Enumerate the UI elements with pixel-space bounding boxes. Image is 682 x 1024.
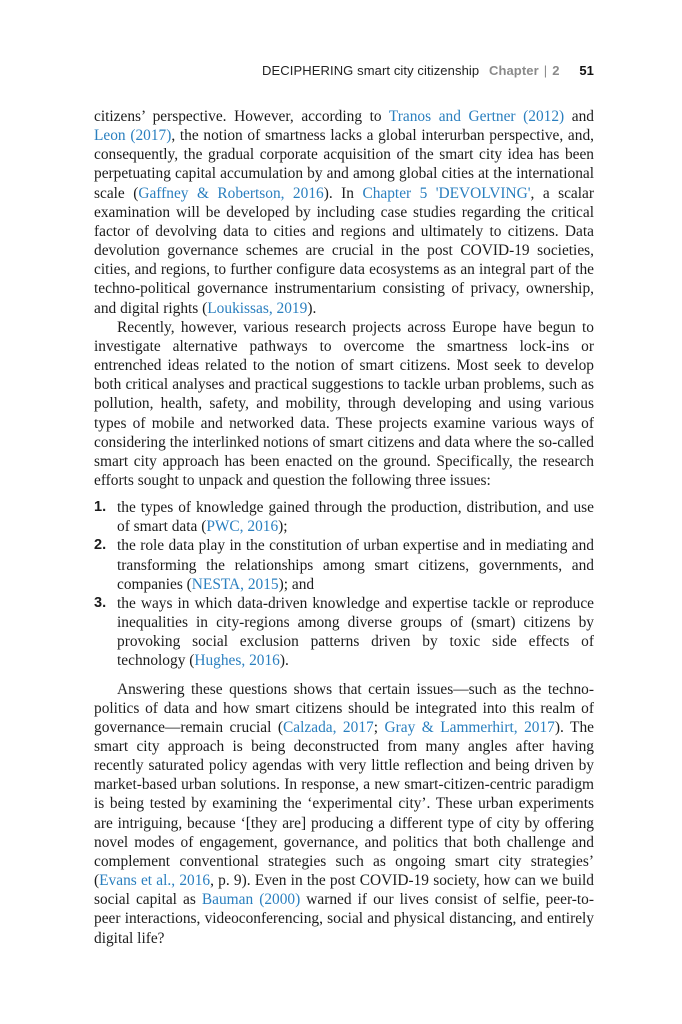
running-header	[262, 63, 594, 78]
list-item-text: the role data play in the constitution of urban expertise and in mediating and transforming the relationships among smart citizens, governments, and companies (	[117, 537, 594, 593]
running-header-title: DECIPHERING smart city citizenship	[262, 63, 480, 78]
paragraph-text: , the notion of smartness lacks a global interurban perspective, and, consequently, the gradual corporate acquisition of the smart city idea has been perpetuating capital accumulation by and among global cities at the international scale (	[94, 127, 594, 202]
paragraph-text: ;	[373, 718, 385, 736]
paragraph-text: and	[564, 108, 594, 125]
list-item-tail: ); and	[278, 575, 315, 593]
paragraph-text: Answering these questions shows that certain issues—such as the techno-politics of data and how smart citizens should be integrated into this realm of governance—remain crucial (	[94, 680, 594, 736]
list-item-tail: ).	[279, 652, 289, 670]
paragraph-text: , p. 9). Even in the post COVID-19 society, how can we build social capital as	[94, 872, 594, 909]
paragraph-text: citizens’ perspective. However, according to	[94, 108, 389, 125]
citation-link-nesta[interactable]: NESTA, 2015	[191, 575, 279, 593]
paragraph-3	[94, 680, 594, 948]
paragraph-text: warned if our lives consist of selfie, peer-to-peer interactions, videoconferencing, social and physical distancing, and entirely digital life?	[94, 891, 595, 947]
citation-link-pwc[interactable]: PWC, 2016	[206, 518, 279, 536]
chapter-number: 2	[552, 63, 560, 78]
list-item-number: 3.	[94, 594, 107, 611]
list-item-number: 2.	[94, 537, 107, 554]
citation-link-hughes[interactable]: Hughes, 2016	[194, 652, 280, 670]
list-item	[94, 536, 594, 593]
citation-link-loukissas[interactable]: Loukissas, 2019	[207, 299, 308, 317]
body-text	[94, 107, 594, 948]
chapter-label: Chapter	[488, 63, 539, 78]
paragraph-text: ). In	[323, 184, 363, 202]
page-number: 51	[579, 63, 594, 78]
numbered-list	[94, 498, 594, 670]
citation-link-gray-lammerhirt[interactable]: Gray & Lammerhirt, 2017	[384, 718, 555, 736]
citation-link-leon[interactable]: Leon (2017)	[94, 127, 172, 145]
paragraph-2: Recently, however, various research projects across Europe have begun to investigate alternative pathways to overcome the smartness lock-ins or entrenched ideas related to the notion of smart citizens. Most seek to develop both critical analyses and practical suggestions to tackle urban problems, such as pollution, health, safety, and mobility, through developing and using various types of mobile and networked data. These projects examine various ways of considering the interlinked notions of smart citizens and data where the so-called smart city approach has been enacted on the ground. Specifically, the research efforts sought to unpack and question the following three issues:	[94, 318, 594, 489]
list-item-text: the ways in which data-driven knowledge and expertise tackle or reproduce inequalities in city-regions among diverse groups of (smart) citizens by provoking social exclusion patterns driven by toxic side effects of technology (	[117, 594, 594, 670]
list-item	[94, 594, 594, 671]
paragraph-1	[94, 107, 594, 318]
cross-reference-link-chapter-5[interactable]: Chapter 5 'DEVOLVING'	[362, 184, 531, 202]
citation-link-evans[interactable]: Evans et al., 2016	[99, 872, 211, 890]
list-item-tail: );	[278, 518, 288, 536]
citation-link-tranos-gertner[interactable]: Tranos and Gertner (2012)	[388, 108, 565, 125]
citation-link-bauman[interactable]: Bauman (2000)	[201, 891, 301, 909]
list-item-number: 1.	[94, 499, 107, 516]
paragraph-text: , a scalar examination will be developed by including case studies regarding the critical factor of devolving data to cities and regions and ultimately to citizens. Data devolution governance schemes are crucial in the post COVID-19 societies, cities, and regions, to further configure data ecosystems as an integral part of the techno-political governance instrumentarium consisting of privacy, ownership, and digital rights (	[94, 184, 594, 317]
list-item	[94, 498, 594, 536]
paragraph-text: ).	[307, 299, 317, 317]
citation-link-calzada[interactable]: Calzada, 2017	[283, 718, 374, 736]
header-separator: |	[543, 63, 548, 78]
paragraph-text: ). The smart city approach is being deconstructed from many angles after having recently saturated policy agendas with very little reflection and being driven by market-based urban solutions. In response, a new smart-citizen-centric paradigm is being tested by examining the ‘experimental city’. These urban experiments are intriguing, because ‘[they are] producing a different type of city by offering novel modes of engagement, governance, and politics that both challenge and complement conventional strategies such as ongoing smart city strategies’ (	[94, 718, 594, 890]
citation-link-gaffney-robertson[interactable]: Gaffney & Robertson, 2016	[138, 184, 324, 202]
list-item-text: the types of knowledge gained through the production, distribution, and use of smart data (	[117, 499, 594, 536]
